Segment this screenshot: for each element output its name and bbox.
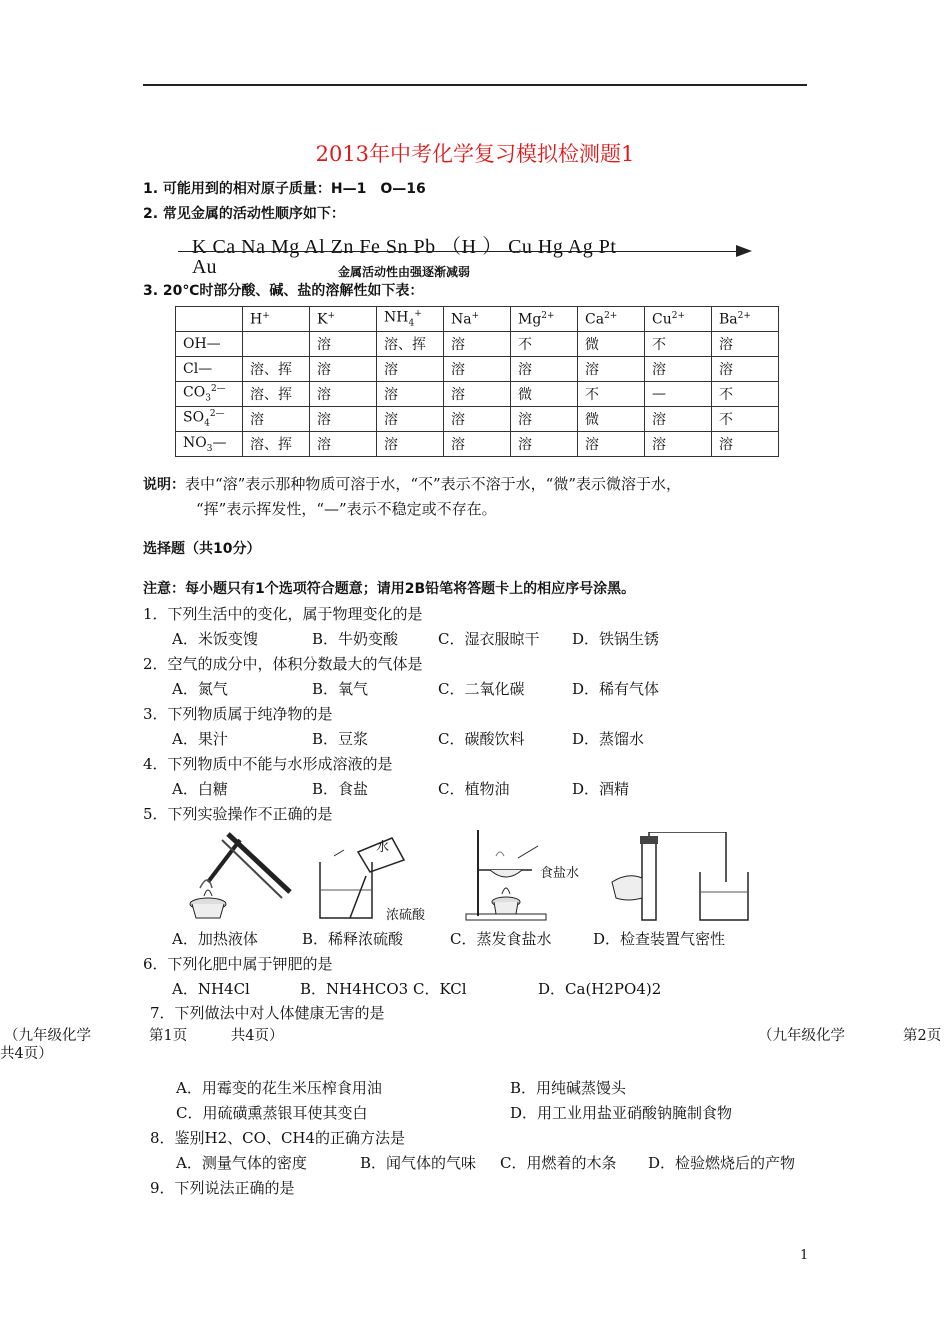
label-water: 水 bbox=[376, 840, 390, 855]
question-5-option-a: A．加热液体 bbox=[172, 930, 258, 948]
cation-nh4: $NH_4^+$ bbox=[377, 307, 444, 332]
question-6-option-a: A．NH4Cl bbox=[172, 980, 250, 998]
explain-line-2: “挥”表示挥发性，“—”表示不稳定或不存在。 bbox=[196, 500, 497, 518]
table-cell: 溶 bbox=[377, 357, 444, 382]
question-3-stem: 3．下列物质属于纯净物的是 bbox=[143, 705, 333, 723]
anion-oh: OH— bbox=[176, 332, 243, 357]
question-5-option-c: C．蒸发食盐水 bbox=[450, 930, 552, 948]
label-conc-acid: 浓硫酸 bbox=[386, 908, 426, 923]
page-number: 1 bbox=[800, 1248, 809, 1263]
table-cell: 溶 bbox=[377, 382, 444, 407]
question-8-option-d: D．检验燃烧后的产物 bbox=[648, 1154, 796, 1172]
section-heading: 选择题（共10分） bbox=[143, 541, 261, 557]
question-9-stem: 9．下列说法正确的是 bbox=[150, 1179, 295, 1197]
activity-series-tail: Au bbox=[192, 256, 217, 278]
table-cell: — bbox=[645, 382, 712, 407]
table-cell: 溶 bbox=[712, 357, 779, 382]
question-4-stem: 4．下列物质中不能与水形成溶液的是 bbox=[143, 755, 393, 773]
table-cell: 不 bbox=[511, 332, 578, 357]
table-cell: 不 bbox=[578, 382, 645, 407]
table-cell: 溶 bbox=[310, 432, 377, 457]
anion-cl: Cl— bbox=[176, 357, 243, 382]
question-2-option-b: B．氧气 bbox=[312, 680, 369, 698]
question-2-option-c: C．二氧化碳 bbox=[438, 680, 525, 698]
table-cell: 不 bbox=[645, 332, 712, 357]
table-cell: 溶 bbox=[243, 407, 310, 432]
table-cell: 不 bbox=[712, 382, 779, 407]
label-salt-water: 食盐水 bbox=[540, 866, 580, 881]
table-cell: 溶、挥 bbox=[243, 432, 310, 457]
question-6-stem: 6．下列化肥中属于钾肥的是 bbox=[143, 955, 333, 973]
table-cell: 微 bbox=[578, 407, 645, 432]
table-cell: 溶 bbox=[310, 407, 377, 432]
question-7-option-c: C．用硫磺熏蒸银耳使其变白 bbox=[176, 1104, 368, 1122]
section-notice: 注意：每小题只有1个选项符合题意；请用2B铅笔将答题卡上的相应序号涂黑。 bbox=[143, 581, 636, 597]
activity-arrow-line bbox=[178, 251, 738, 252]
cation-k: K+ bbox=[310, 307, 377, 332]
question-4-option-b: B．食盐 bbox=[312, 780, 369, 798]
table-cell: 溶 bbox=[377, 407, 444, 432]
question-1-option-a: A．米饭变馊 bbox=[172, 630, 258, 648]
question-1-stem: 1．下列生活中的变化，属于物理变化的是 bbox=[143, 605, 423, 623]
table-cell: 溶 bbox=[712, 332, 779, 357]
question-3-option-b: B．豆浆 bbox=[312, 730, 369, 748]
table-cell: 溶、挥 bbox=[243, 357, 310, 382]
question-2-option-a: A．氮气 bbox=[172, 680, 228, 698]
table-cell: 溶 bbox=[578, 357, 645, 382]
table-row bbox=[176, 382, 779, 407]
table-cell: 溶、挥 bbox=[243, 382, 310, 407]
question-4-option-a: A．白糖 bbox=[172, 780, 228, 798]
question-7-option-d: D．用工业用盐亚硝酸钠腌制食物 bbox=[510, 1104, 733, 1122]
table-cell: 溶 bbox=[444, 332, 511, 357]
table-cell: 溶 bbox=[310, 332, 377, 357]
table-cell: 溶 bbox=[645, 407, 712, 432]
table-row bbox=[176, 407, 779, 432]
cation-h: H+ bbox=[243, 307, 310, 332]
table-corner bbox=[176, 307, 243, 332]
cation-na: Na+ bbox=[444, 307, 511, 332]
question-6-option-d: D．Ca(H2PO4)2 bbox=[538, 980, 662, 998]
explain-block bbox=[143, 473, 681, 494]
question-6-option-c: C．KCl bbox=[413, 980, 467, 998]
question-4-option-d: D．酒精 bbox=[572, 780, 630, 798]
table-cell: 微 bbox=[578, 332, 645, 357]
footer-left: （九年级化学 第1页 共4页） bbox=[4, 1028, 284, 1044]
table-cell: 溶 bbox=[444, 407, 511, 432]
question-6-option-b: B．NH4HCO3 bbox=[300, 980, 409, 998]
table-cell: 溶 bbox=[712, 432, 779, 457]
question-8-option-b: B．闻气体的气味 bbox=[360, 1154, 477, 1172]
anion-co3: $CO_3^{2—}$ bbox=[176, 382, 243, 407]
airtight-check-figure bbox=[608, 832, 758, 924]
question-3-option-d: D．蒸馏水 bbox=[572, 730, 645, 748]
question-4-option-c: C．植物油 bbox=[438, 780, 510, 798]
table-row bbox=[176, 357, 779, 382]
table-cell: 溶 bbox=[377, 432, 444, 457]
question-7-option-b: B．用纯碱蒸馒头 bbox=[510, 1079, 627, 1097]
table-cell: 溶 bbox=[444, 382, 511, 407]
question-1-option-c: C．湿衣服晾干 bbox=[438, 630, 540, 648]
table-cell: 溶 bbox=[310, 357, 377, 382]
cation-ca: $Ca^{2+}$ bbox=[578, 307, 645, 332]
table-row bbox=[176, 332, 779, 357]
table-cell: 溶 bbox=[645, 357, 712, 382]
arrow-right-icon bbox=[736, 245, 752, 257]
cation-cu: $Cu^{2+}$ bbox=[645, 307, 712, 332]
solubility-table bbox=[175, 306, 779, 457]
header-rule bbox=[143, 84, 807, 86]
table-cell: 微 bbox=[511, 382, 578, 407]
note-1: 1. 可能用到的相对原子质量：H—1 O—16 bbox=[143, 181, 426, 197]
footer-right: （九年级化学 第2页 bbox=[758, 1028, 942, 1044]
table-cell bbox=[243, 332, 310, 357]
table-cell: 不 bbox=[712, 407, 779, 432]
question-8-option-c: C．用燃着的木条 bbox=[500, 1154, 617, 1172]
table-header-row bbox=[176, 307, 779, 332]
table-cell: 溶 bbox=[645, 432, 712, 457]
table-cell: 溶 bbox=[444, 432, 511, 457]
heating-liquid-figure bbox=[178, 822, 298, 926]
question-8-stem: 8．鉴别H2、CO、CH4的正确方法是 bbox=[150, 1129, 406, 1147]
table-cell: 溶 bbox=[310, 382, 377, 407]
anion-so4: $SO_4^{2—}$ bbox=[176, 407, 243, 432]
question-7-stem: 7．下列做法中对人体健康无害的是 bbox=[150, 1004, 385, 1022]
question-8-option-a: A．测量气体的密度 bbox=[176, 1154, 307, 1172]
cation-mg: $Mg^{2+}$ bbox=[511, 307, 578, 332]
note-2: 2. 常见金属的活动性顺序如下： bbox=[143, 206, 345, 222]
question-7-option-a: A．用霉变的花生米压榨食用油 bbox=[176, 1079, 382, 1097]
question-1-option-d: D．铁锅生锈 bbox=[572, 630, 660, 648]
explain-label: 说明： bbox=[143, 477, 185, 493]
question-2-stem: 2．空气的成分中，体积分数最大的气体是 bbox=[143, 655, 423, 673]
table-row bbox=[176, 432, 779, 457]
question-3-option-a: A．果汁 bbox=[172, 730, 228, 748]
question-1-option-b: B．牛奶变酸 bbox=[312, 630, 399, 648]
activity-series: K Ca Na Mg Al Zn Fe Sn Pb （H ） Cu Hg Ag Pt bbox=[192, 236, 617, 258]
table-cell: 溶、挥 bbox=[377, 332, 444, 357]
question-3-option-c: C．碳酸饮料 bbox=[438, 730, 525, 748]
question-2-option-d: D．稀有气体 bbox=[572, 680, 660, 698]
question-5-option-b: B．稀释浓硫酸 bbox=[302, 930, 404, 948]
activity-note: 金属活动性由强逐渐减弱 bbox=[338, 265, 471, 279]
anion-no3: $NO_3—$ bbox=[176, 432, 243, 457]
table-cell: 溶 bbox=[444, 357, 511, 382]
explain-line-1: 表中“溶”表示那种物质可溶于水，“不”表示不溶于水，“微”表示微溶于水， bbox=[185, 475, 682, 493]
table-cell: 溶 bbox=[511, 432, 578, 457]
table-cell: 溶 bbox=[578, 432, 645, 457]
cation-ba: $Ba^{2+}$ bbox=[712, 307, 779, 332]
table-cell: 溶 bbox=[511, 357, 578, 382]
footer-left-wrap: 共4页） bbox=[0, 1046, 53, 1062]
note-3: 3. 20℃时部分酸、碱、盐的溶解性如下表： bbox=[143, 283, 424, 299]
table-cell: 溶 bbox=[511, 407, 578, 432]
question-5-stem: 5．下列实验操作不正确的是 bbox=[143, 805, 333, 823]
question-5-option-d: D．检查装置气密性 bbox=[593, 930, 726, 948]
page-title: 2013年中考化学复习模拟检测题1 bbox=[315, 142, 635, 166]
